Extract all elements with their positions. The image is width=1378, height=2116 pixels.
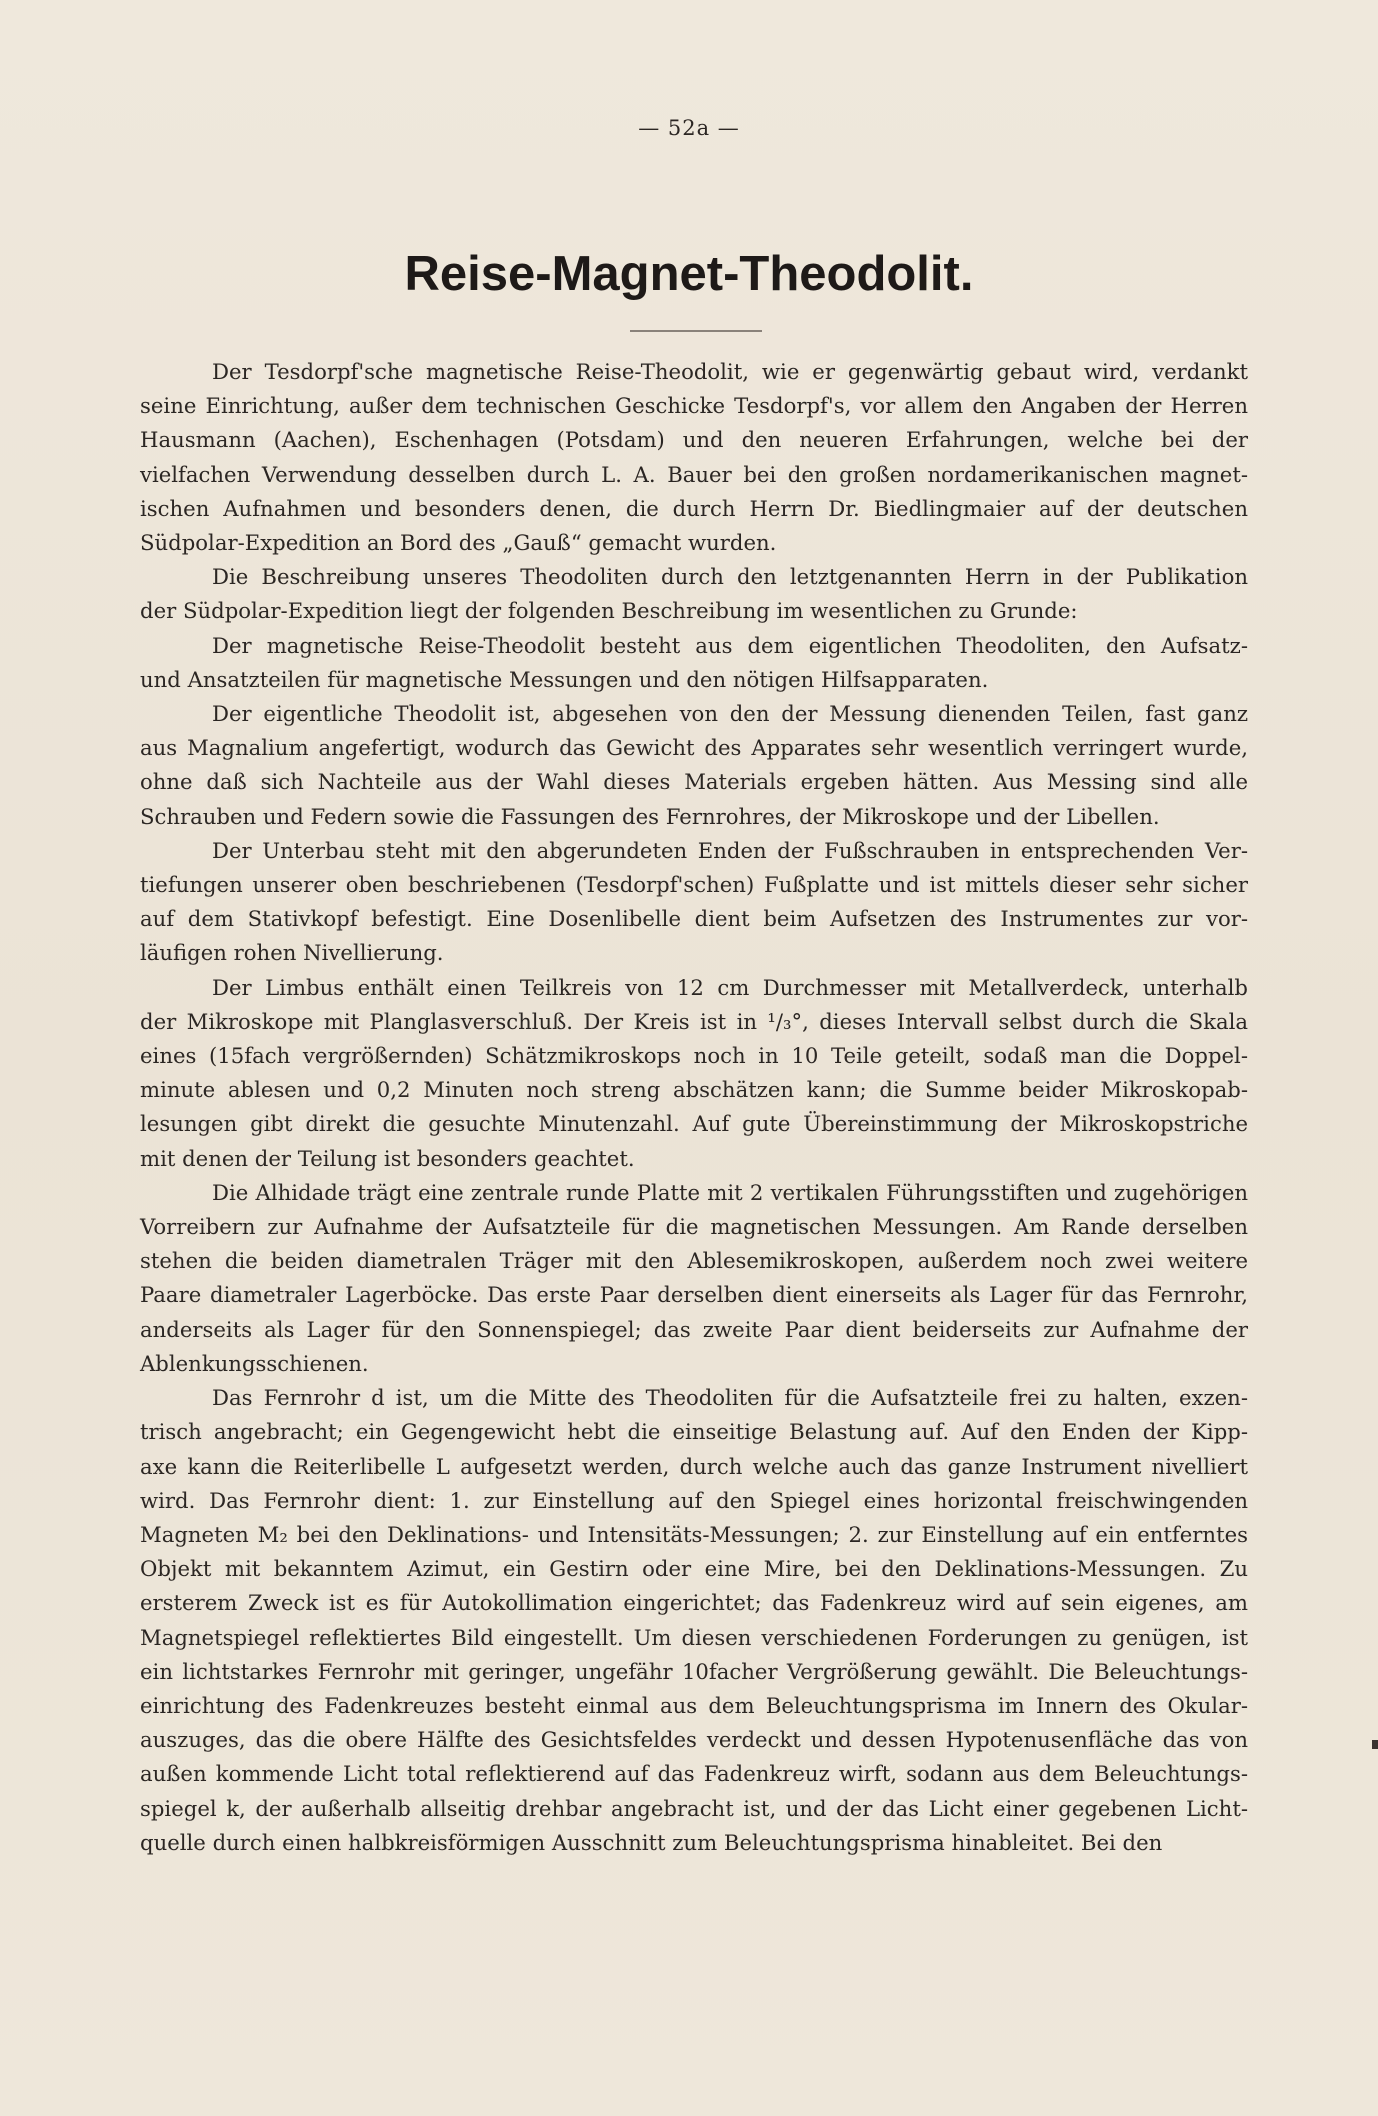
text-line: ein lichtstarkes Fernrohr mit geringer, ungefähr 10facher Vergrößerung gewählt. Die Beleuchtungs- <box>140 1658 1248 1684</box>
text-line: Der Limbus enthält einen Teilkreis von 12 cm Durchmesser mit Metallverdeck, unterhalb <box>212 974 1248 1000</box>
text-line: auszuges, das die obere Hälfte des Gesichtsfeldes verdeckt und dessen Hypotenusenfläche das von <box>140 1727 1248 1753</box>
text-line: Der magnetische Reise-Theodolit besteht aus dem eigentlichen Theodoliten, den Aufsatz- <box>212 632 1248 658</box>
text-line: minute ablesen und 0,2 Minuten noch streng abschätzen kann; die Summe beider Mikroskopab- <box>140 1077 1248 1103</box>
paragraph <box>140 834 1248 971</box>
paragraph <box>140 629 1248 697</box>
body-text <box>140 355 1248 1860</box>
text-line: lesungen gibt direkt die gesuchte Minutenzahl. Auf gute Übereinstimmung der Mikroskopstriche <box>140 1111 1248 1137</box>
text-line: anderseits als Lager für den Sonnenspiegel; das zweite Paar dient beiderseits zur Aufnahme der <box>140 1316 1248 1342</box>
paragraph <box>140 560 1248 628</box>
paragraph <box>140 697 1248 834</box>
text-line: Südpolar-Expedition an Bord des „Gauß“ gemacht wurden. <box>140 530 777 556</box>
text-line: Der Tesdorpf'sche magnetische Reise-Theodolit, wie er gegenwärtig gebaut wird, verdankt <box>212 359 1248 384</box>
text-line: ohne daß sich Nachteile aus der Wahl dieses Materials ergeben hätten. Aus Messing sind alle <box>140 769 1248 795</box>
text-line: vielfachen Verwendung desselben durch L. A. Bauer bei den großen nordamerikanischen magnet- <box>140 461 1248 487</box>
text-line: stehen die beiden diametralen Träger mit den Ablesemikroskopen, außerdem noch zwei weitere <box>140 1248 1248 1274</box>
text-line: ersterem Zweck ist es für Autokollimation eingerichtet; das Fadenkreuz wird auf sein eigenes, am <box>140 1590 1248 1616</box>
page-number: — 52a — <box>638 116 740 140</box>
text-line: Vorreibern zur Aufnahme der Aufsatzteile für die magnetischen Messungen. Am Rande derselben <box>140 1214 1248 1240</box>
text-line: ischen Aufnahmen und besonders denen, die durch Herrn Dr. Biedlingmaier auf der deutschen <box>140 495 1248 521</box>
text-line: tiefungen unserer oben beschriebenen (Tesdorpf'schen) Fußplatte und ist mittels dieser sehr sicher <box>140 872 1248 898</box>
page-title: Reise-Magnet-Theodolit. <box>404 247 974 301</box>
text-line: spiegel k, der außerhalb allseitig drehbar angebracht ist, und der das Licht einer gegebenen Licht- <box>140 1795 1248 1821</box>
text-line: aus Magnalium angefertigt, wodurch das Gewicht des Apparates sehr wesentlich verringert wurde, <box>140 735 1248 761</box>
text-line: Die Alhidade trägt eine zentrale runde Platte mit 2 vertikalen Führungsstiften und zugehörigen <box>212 1179 1248 1205</box>
text-line: wird. Das Fernrohr dient: 1. zur Einstellung auf den Spiegel eines horizontal freischwingenden <box>140 1487 1248 1513</box>
text-line: Der Unterbau steht mit den abgerundeten Enden der Fußschrauben in entsprechenden Ver- <box>212 837 1248 863</box>
text-line: außen kommende Licht total reflektierend auf das Fadenkreuz wirft, sodann aus dem Beleuchtungs- <box>140 1761 1248 1787</box>
text-line: mit denen der Teilung ist besonders geachtet. <box>140 1145 635 1171</box>
paragraph <box>140 355 1248 560</box>
text-line: auf dem Stativkopf befestigt. Eine Dosenlibelle dient beim Aufsetzen des Instrumentes zur vor- <box>140 906 1248 932</box>
text-line: Die Beschreibung unseres Theodoliten durch den letztgenannten Herrn in der Publikation <box>212 564 1248 590</box>
text-line: eines (15fach vergrößernden) Schätzmikroskops noch in 10 Teile geteilt, sodaß man die Doppel- <box>140 1043 1248 1069</box>
text-line: Ablenkungsschienen. <box>140 1350 369 1376</box>
paragraph <box>140 971 1248 1176</box>
title-divider <box>630 330 762 332</box>
text-line: einrichtung des Fadenkreuzes besteht einmal aus dem Beleuchtungsprisma im Innern des Okular- <box>140 1692 1248 1718</box>
text-line: Paare diametraler Lagerböcke. Das erste Paar derselben dient einerseits als Lager für das Fernrohr, <box>140 1282 1248 1308</box>
text-line: trisch angebracht; ein Gegengewicht hebt die einseitige Belastung auf. Auf den Enden der Kipp- <box>140 1419 1248 1445</box>
text-line: der Südpolar-Expedition liegt der folgenden Beschreibung im wesentlichen zu Grunde: <box>140 598 1078 624</box>
text-line: der Mikroskope mit Planglasverschluß. Der Kreis ist in ¹/₃°, dieses Intervall selbst durch die Skala <box>140 1008 1248 1034</box>
text-line: seine Einrichtung, außer dem technischen Geschicke Tesdorpf's, vor allem den Angaben der Herren <box>140 393 1248 419</box>
text-line: und Ansatzteilen für magnetische Messungen und den nötigen Hilfsapparaten. <box>140 666 989 692</box>
scan-edge-mark <box>1372 1740 1378 1749</box>
paragraph <box>140 1381 1248 1860</box>
text-line: axe kann die Reiterlibelle L aufgesetzt werden, durch welche auch das ganze Instrument nivelliert <box>140 1453 1248 1479</box>
text-line: Magnetspiegel reflektiertes Bild eingestellt. Um diesen verschiedenen Forderungen zu genügen, ist <box>140 1624 1248 1650</box>
text-line: Schrauben und Federn sowie die Fassungen des Fernrohres, der Mikroskope und der Libellen. <box>140 803 1160 829</box>
text-line: Der eigentliche Theodolit ist, abgesehen von den der Messung dienenden Teilen, fast ganz <box>212 701 1248 727</box>
text-line: Objekt mit bekanntem Azimut, ein Gestirn oder eine Mire, bei den Deklinations-Messungen. Zu <box>140 1556 1248 1582</box>
text-line: Das Fernrohr d ist, um die Mitte des Theodoliten für die Aufsatzteile frei zu halten, exzen- <box>212 1385 1248 1411</box>
text-line: Magneten M₂ bei den Deklinations- und Intensitäts-Messungen; 2. zur Einstellung auf ein entferntes <box>140 1521 1248 1547</box>
paragraph <box>140 1176 1248 1381</box>
text-line: läufigen rohen Nivellierung. <box>140 940 444 966</box>
text-line: quelle durch einen halbkreisförmigen Ausschnitt zum Beleuchtungsprisma hinableitet. Bei den <box>140 1829 1163 1855</box>
text-line: Hausmann (Aachen), Eschenhagen (Potsdam) und den neueren Erfahrungen, welche bei der <box>140 427 1248 453</box>
